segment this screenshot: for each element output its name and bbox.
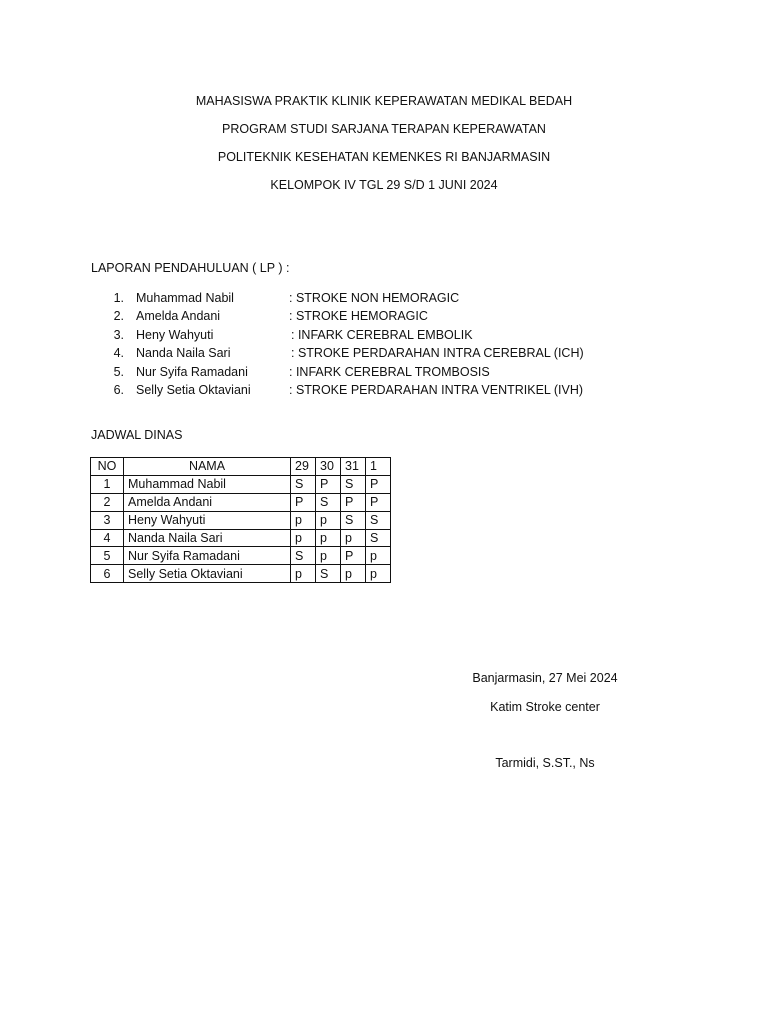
cell-shift: S	[291, 547, 316, 565]
list-item-name: Nur Syifa Ramadani	[136, 364, 248, 379]
table-header-row	[91, 458, 391, 476]
cell-shift: p	[341, 529, 366, 547]
column-header-day-31: 31	[341, 458, 366, 476]
jadwal-heading: JADWAL DINAS	[91, 428, 183, 442]
cell-shift: P	[291, 493, 316, 511]
cell-shift: S	[341, 511, 366, 529]
list-item-diagnosis: : INFARK CEREBRAL EMBOLIK	[291, 327, 473, 342]
cell-nama: Amelda Andani	[124, 493, 291, 511]
list-item-diagnosis: : STROKE HEMORAGIC	[289, 309, 428, 324]
cell-shift: P	[341, 547, 366, 565]
column-header-nama: NAMA	[124, 458, 291, 476]
list-item-name: Muhammad Nabil	[136, 291, 234, 305]
header-line-polytechnic: POLITEKNIK KESEHATAN KEMENKES RI BANJARMASIN	[217, 150, 551, 164]
cell-no: 4	[91, 529, 124, 547]
list-item-number: 1.	[113, 291, 124, 305]
cell-shift: P	[341, 493, 366, 511]
list-item-number: 4.	[113, 346, 124, 361]
cell-shift: p	[366, 565, 391, 583]
cell-no: 3	[91, 511, 124, 529]
list-item-diagnosis: : INFARK CEREBRAL TROMBOSIS	[289, 364, 490, 379]
cell-shift: P	[366, 475, 391, 493]
cell-shift: P	[316, 475, 341, 493]
cell-no: 1	[91, 475, 124, 493]
laporan-heading: LAPORAN PENDAHULUAN ( LP ) :	[91, 261, 290, 275]
jadwal-table	[90, 457, 391, 583]
header-line-institution-program: MAHASISWA PRAKTIK KLINIK KEPERAWATAN MEDIKAL BEDAH	[195, 94, 573, 108]
header-line-study-program: PROGRAM STUDI SARJANA TERAPAN KEPERAWATAN	[222, 122, 546, 136]
signature-block	[440, 669, 650, 772]
cell-shift: p	[316, 511, 341, 529]
list-item-name: Amelda Andani	[136, 309, 221, 324]
cell-no: 5	[91, 547, 124, 565]
cell-shift: p	[341, 565, 366, 583]
column-header-day-1: 1	[366, 458, 391, 476]
column-header-day-29: 29	[291, 458, 316, 476]
signature-name: Tarmidi, S.ST., Ns	[495, 756, 595, 770]
list-item-number: 3.	[113, 327, 124, 342]
signature-place-date: Banjarmasin, 27 Mei 2024	[472, 671, 618, 685]
table-row	[91, 511, 391, 529]
list-item-name: Nanda Naila Sari	[136, 346, 231, 361]
cell-shift: p	[291, 565, 316, 583]
list-item-diagnosis: : STROKE PERDARAHAN INTRA CEREBRAL (ICH)	[291, 346, 584, 361]
cell-shift: P	[366, 493, 391, 511]
cell-shift: S	[341, 475, 366, 493]
cell-shift: p	[316, 547, 341, 565]
cell-nama: Heny Wahyuti	[124, 511, 291, 529]
cell-no: 2	[91, 493, 124, 511]
cell-no: 6	[91, 565, 124, 583]
list-item-number: 5.	[113, 364, 124, 379]
header-line-group-dates: KELOMPOK IV TGL 29 S/D 1 JUNI 2024	[270, 178, 498, 192]
cell-shift: p	[316, 529, 341, 547]
list-item-diagnosis: : STROKE PERDARAHAN INTRA VENTRIKEL (IVH)	[289, 382, 584, 397]
table-row	[91, 529, 391, 547]
list-item-number: 2.	[113, 309, 124, 324]
cell-nama: Muhammad Nabil	[124, 475, 291, 493]
list-item-name: Selly Setia Oktaviani	[136, 382, 251, 397]
cell-shift: S	[316, 565, 341, 583]
cell-shift: p	[366, 547, 391, 565]
cell-shift: p	[291, 529, 316, 547]
signature-role: Katim Stroke center	[490, 700, 600, 714]
table-row	[91, 547, 391, 565]
cell-nama: Nur Syifa Ramadani	[124, 547, 291, 565]
table-row	[91, 565, 391, 583]
cell-shift: S	[366, 529, 391, 547]
list-item-diagnosis: : STROKE NON HEMORAGIC	[289, 291, 460, 305]
document-header	[0, 92, 768, 204]
cell-shift: p	[291, 511, 316, 529]
list-item-number: 6.	[113, 382, 124, 397]
column-header-no: NO	[91, 458, 124, 476]
cell-shift: S	[366, 511, 391, 529]
column-header-day-30: 30	[316, 458, 341, 476]
table-row	[91, 475, 391, 493]
cell-shift: S	[291, 475, 316, 493]
table-row	[91, 493, 391, 511]
cell-nama: Nanda Naila Sari	[124, 529, 291, 547]
cell-nama: Selly Setia Oktaviani	[124, 565, 291, 583]
list-item-name: Heny Wahyuti	[136, 327, 214, 342]
cell-shift: S	[316, 493, 341, 511]
